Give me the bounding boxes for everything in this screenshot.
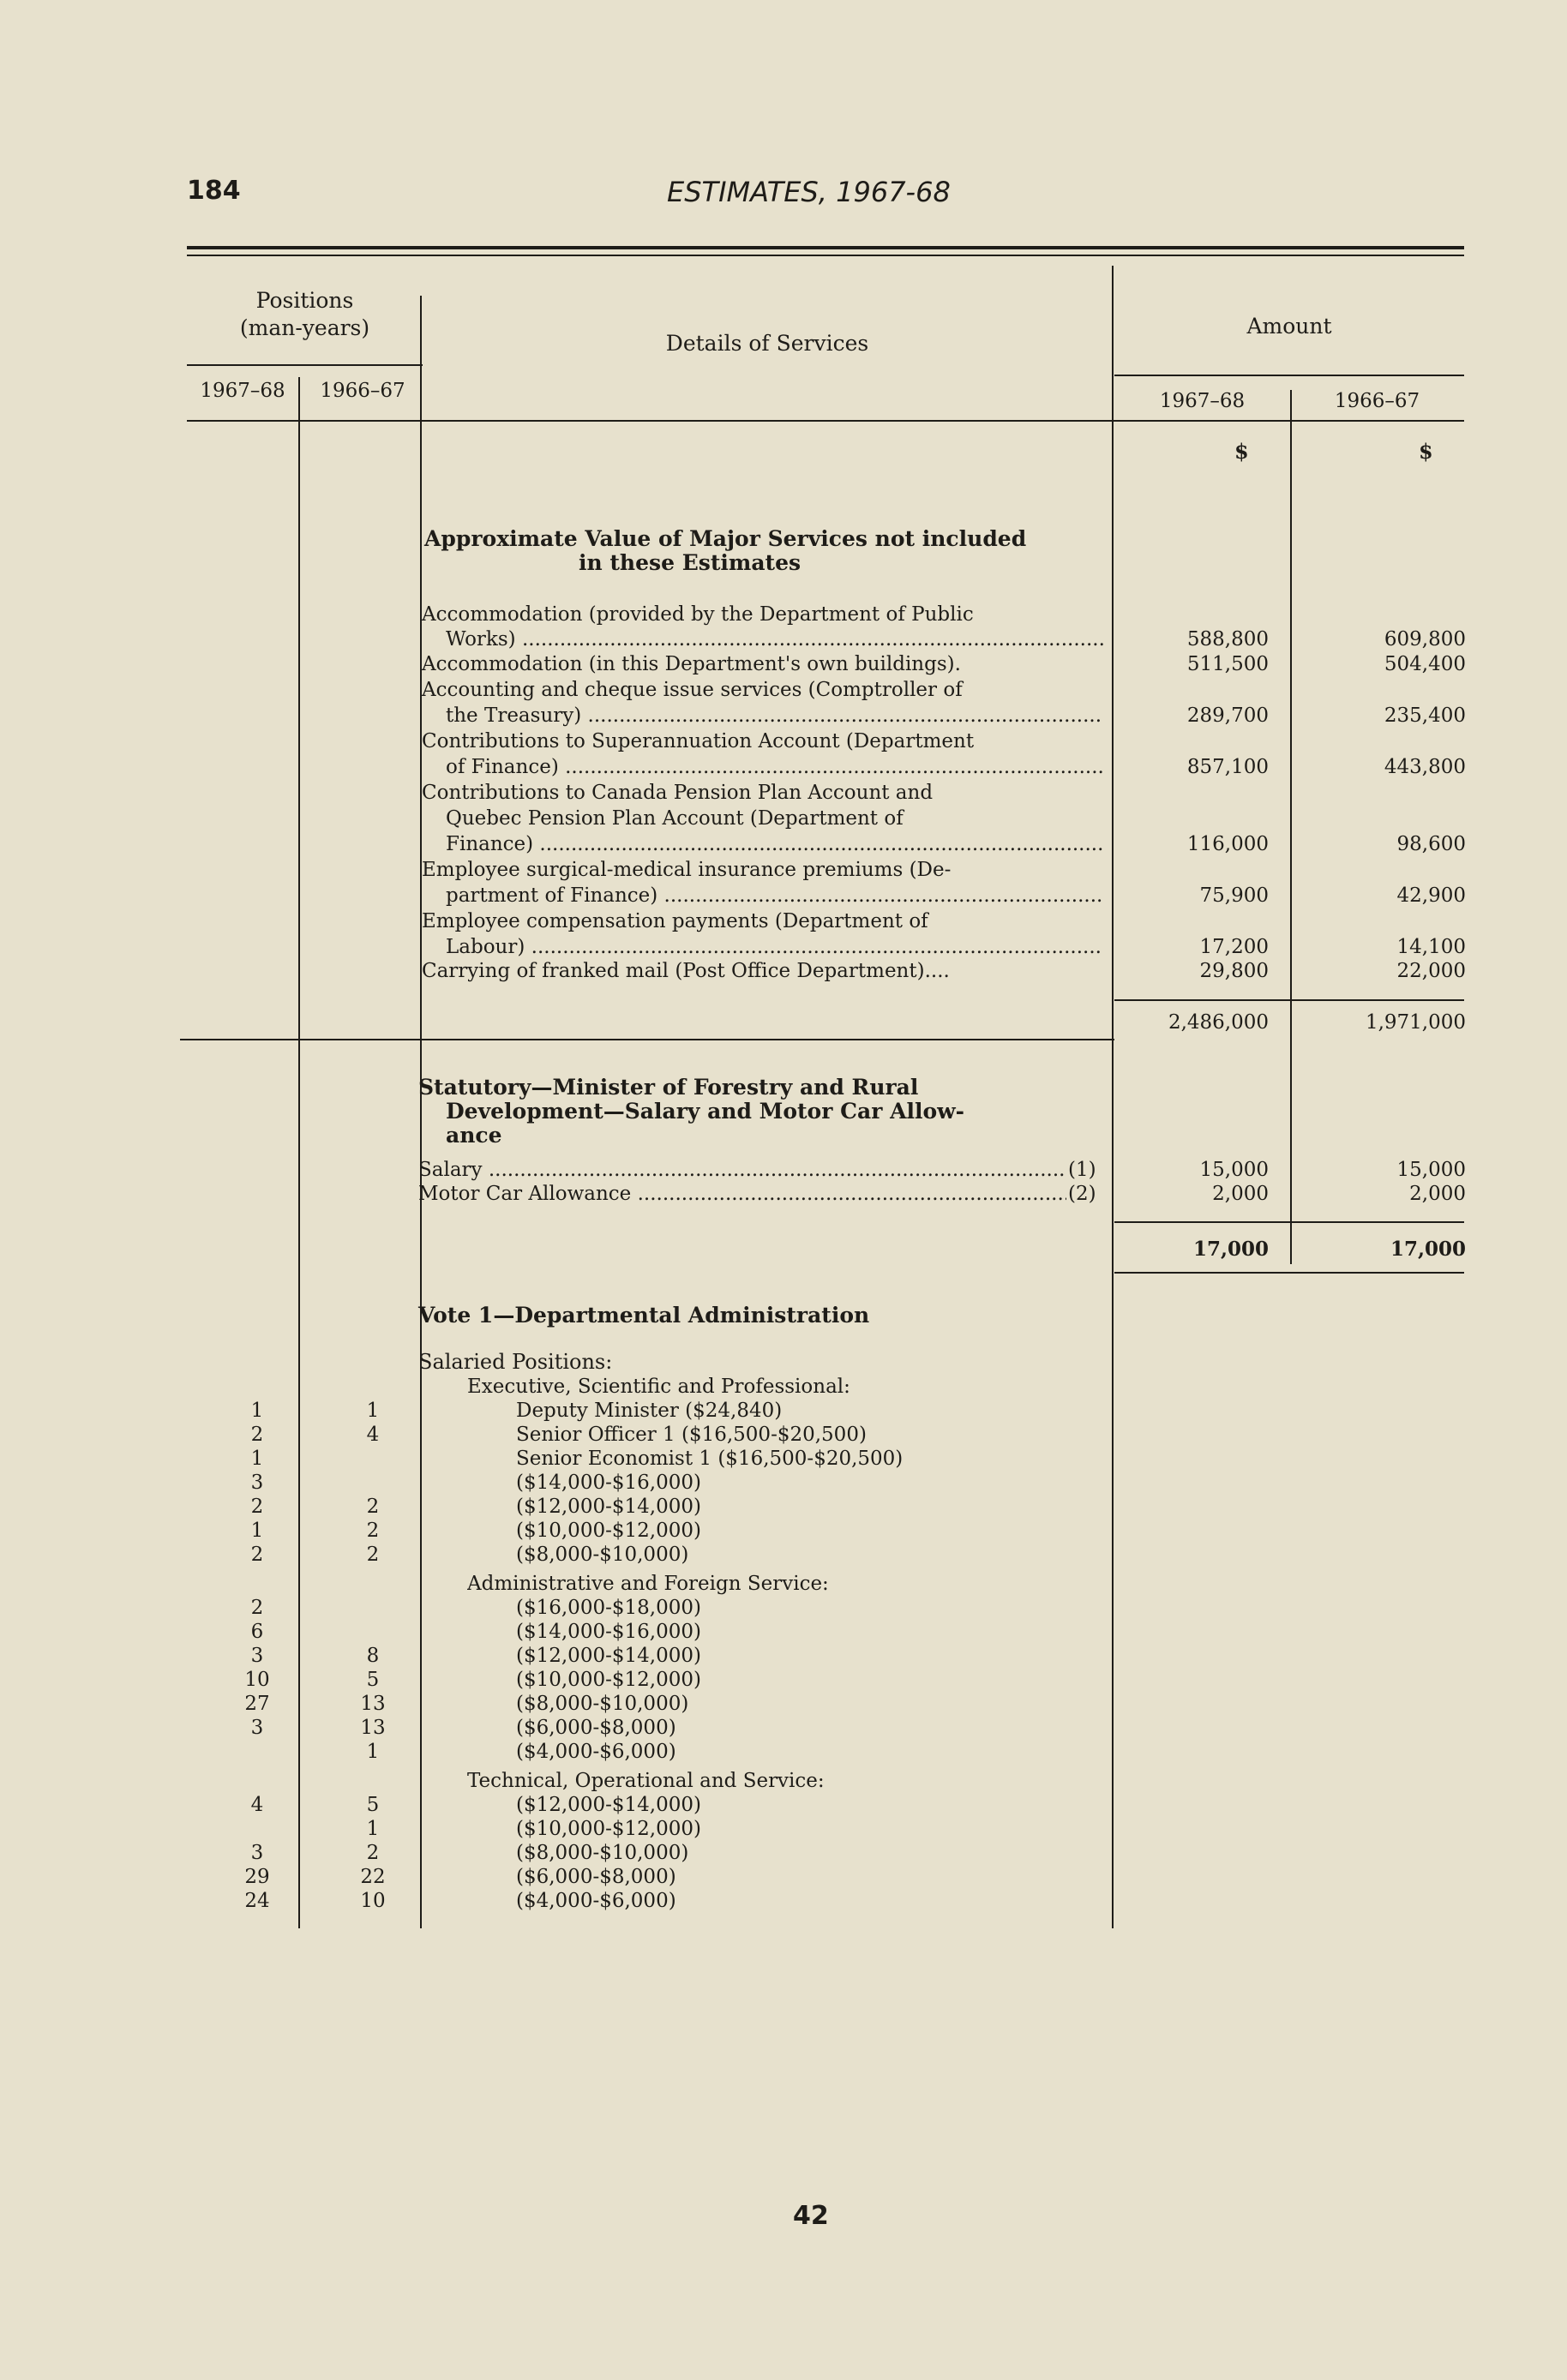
list-item: Finance) ..... 116,000 98,600: [0, 831, 1567, 857]
table-row: 29 22 ($6,000-$8,000): [244, 1866, 676, 1888]
top-rule-thin: [187, 255, 1464, 256]
statutory-subtotal-rule: [1114, 1221, 1464, 1223]
list-item: Contributions to Superannuation Account (Department: [422, 730, 975, 752]
group-title: Executive, Scientific and Professional:: [467, 1376, 850, 1398]
positions-sublabel: (man-years): [239, 315, 370, 340]
table-row: 10 5 ($10,000-$12,000): [244, 1669, 701, 1691]
statutory-total-rule: [1114, 1272, 1464, 1274]
table-row: 1 1 Deputy Minister ($24,840): [250, 1400, 783, 1422]
amount-header-1966: 1966–67: [1334, 390, 1420, 412]
table-row: 24 10 ($4,000-$6,000): [244, 1890, 676, 1912]
list-item: Accommodation (in this Department's own buildings). 511,500 504,400: [422, 653, 1466, 675]
table-row: 6 ($14,000-$16,000): [250, 1621, 701, 1643]
statutory-total: 17,000 17,000: [1192, 1238, 1466, 1261]
amount-header-rule: [1114, 375, 1464, 376]
table-row: 3 ($14,000-$16,000): [250, 1472, 701, 1494]
table-row: 27 13 ($8,000-$10,000): [244, 1693, 689, 1715]
section-divider-rule: [180, 1039, 1114, 1040]
list-item: Works) ..... 588,800 609,800: [0, 626, 1567, 652]
list-item: Accommodation (provided by the Department of Public: [422, 603, 974, 626]
currency-1967: $: [1234, 439, 1249, 464]
list-item: Contributions to Canada Pension Plan Account and: [422, 782, 934, 804]
table-row: 1 2 ($10,000-$12,000): [250, 1520, 701, 1542]
table-row: 3 13 ($6,000-$8,000): [250, 1717, 676, 1739]
list-item: Salary ..... (1) 15,000 15,000: [0, 1157, 1567, 1183]
group-title: Technical, Operational and Service:: [467, 1770, 825, 1792]
col-header-1966: 1966–67: [320, 380, 405, 402]
positions-label: Positions: [255, 288, 354, 313]
table-row: 2 2 ($12,000-$14,000): [250, 1496, 701, 1518]
header-bottom-rule: [187, 420, 1464, 422]
table-row: 2 4 Senior Officer 1 ($16,500-$20,500): [250, 1424, 867, 1446]
statutory-heading: Statutory—Minister of Forestry and Rural Development—Salary and Motor Car Allow- ance: [418, 1075, 965, 1148]
table-row: 3 2 ($8,000-$10,000): [250, 1842, 689, 1864]
col-header-1967: 1967–68: [200, 380, 285, 402]
list-item: Labour) ..... 17,200 14,100: [0, 934, 1567, 960]
table-row: 4 5 ($12,000-$14,000): [250, 1794, 701, 1816]
amount-header-1967: 1967–68: [1159, 390, 1246, 412]
table-row: 1 ($10,000-$12,000): [366, 1818, 701, 1840]
list-item: Quebec Pension Plan Account (Department of: [446, 807, 904, 830]
top-rule-thick: [187, 246, 1464, 249]
table-row: 2 ($16,000-$18,000): [250, 1597, 701, 1619]
table-row: 1 ($4,000-$6,000): [366, 1741, 676, 1763]
list-item: Employee surgical-medical insurance premiums (De-: [422, 859, 952, 881]
major-services-subtotal-rule: [1114, 999, 1464, 1001]
details-header: Details of Services: [665, 331, 869, 356]
positions-header: [187, 287, 423, 342]
list-item: Accounting and cheque issue services (Comptroller of: [422, 679, 963, 701]
major-services-heading: Approximate Value of Major Services not included in these Estimates: [424, 526, 1027, 575]
major-services-total: 2,486,000 1,971,000: [1168, 1011, 1466, 1034]
list-item: the Treasury) ..... 289,700 235,400: [0, 703, 1567, 728]
list-item: Carrying of franked mail (Post Office Department).... 29,800 22,000: [422, 960, 1466, 982]
list-item: Motor Car Allowance ..... (2) 2,000 2,000: [0, 1181, 1567, 1207]
table-row: 2 2 ($8,000-$10,000): [250, 1544, 689, 1566]
footer-page-marker: 42: [793, 2201, 829, 2231]
positions-header-rule: [187, 364, 423, 366]
amount-header: Amount: [1246, 314, 1332, 339]
page-number: 184: [187, 176, 241, 206]
list-item: partment of Finance) ..... 75,900 42,900: [0, 883, 1567, 908]
list-item: of Finance) ..... 857,100 443,800: [0, 754, 1567, 780]
group-title: Administrative and Foreign Service:: [467, 1573, 829, 1595]
running-title: ESTIMATES, 1967-68: [667, 176, 951, 208]
salaried-positions-label: Salaried Positions:: [418, 1350, 613, 1374]
list-item: Employee compensation payments (Department of: [422, 910, 928, 932]
vote1-heading: Vote 1—Departmental Administration: [418, 1303, 870, 1328]
table-row: 1 Senior Economist 1 ($16,500-$20,500): [250, 1448, 904, 1470]
table-row: 3 8 ($12,000-$14,000): [250, 1645, 701, 1667]
currency-1966: $: [1419, 439, 1433, 464]
